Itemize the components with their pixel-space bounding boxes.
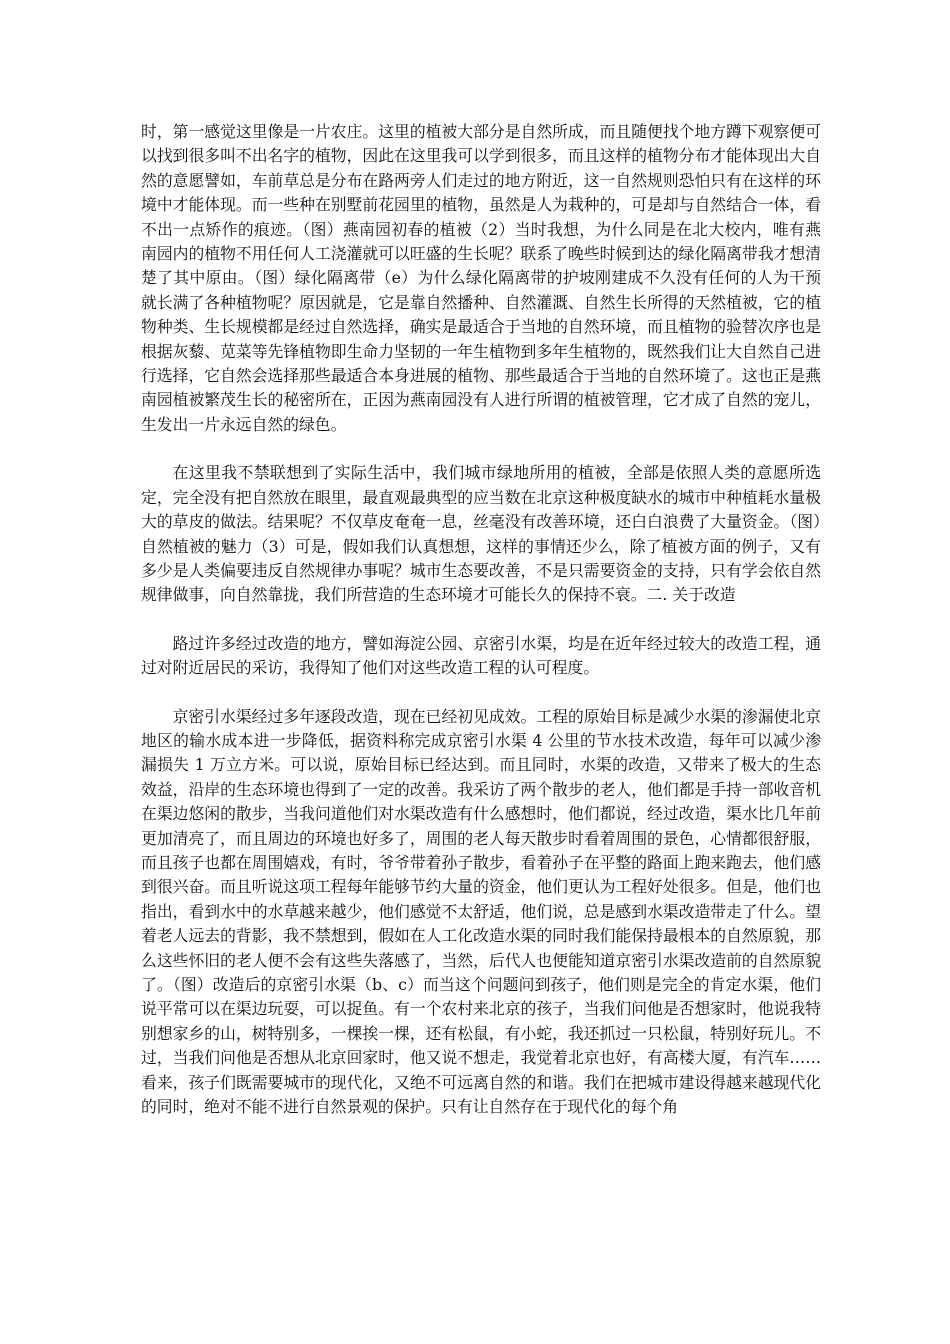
paragraph-continuation: 时，第一感觉这里像是一片农庄。这里的植被大部分是自然所成，而且随便找个地方蹲下观察便可以找到很多叫不出名字的植物，因此在这里我可以学到很多，而且这样的植物分布才能体现出大自然的意愿譬如，车前草总是分布在路两旁人们走过的地方附近，这一自然规则恐怕只有在这样的环境中才能体现。而一些种在别墅前花园里的植物，虽然是人为栽种的，可是却与自然结合一体，看不出一点矫作的痕迹。（图）燕南园初春的植被（2）当时我想，为什么同是在北大校内，唯有燕南园内的植物不用任何人工浇灌就可以旺盛的生长呢？联系了晚些时候到达的绿化隔离带我才想清楚了其中原由。（图）绿化隔离带（e）为什么绿化隔离带的护坡刚建成不久没有任何的人为干预就长满了各种植物呢？原因就是，它是靠自然播种、自然灌溉、自然生长所得的天然植被，它的植物种类、生长规模都是经过自然选择，确实是最适合于当地的自然环境，而且植物的验替次序也是根据灰藜、苋菜等先锋植物即生命力坚韧的一年生植物到多年生植物的，既然我们让大自然自己进行选择，它自然会选择那些最适合本身进展的植物、那些最适合于当地的自然环境了。这也正是燕南园植被繁茂生长的秘密所在，正因为燕南园没有人进行所谓的植被管理，它才成了自然的宠儿，生发出一片永远自然的绿色。 bbox=[141, 122, 821, 434]
document-page bbox=[141, 120, 821, 1119]
paragraph-urban-greenery: 在这里我不禁联想到了实际生活中，我们城市绿地所用的植被，全部是依照人类的意愿所选定，完全没有把自然放在眼里，最直观最典型的应当数在北京这种极度缺水的城市中种植耗水量极大的草皮的做法。结果呢？不仅草皮奄奄一息，丝毫没有改善环境，还白白浪费了大量资金。（图）自然植被的魅力（3）可是，假如我们认真想想，这样的事情还少么，除了植被方面的例子，又有多少是人类偏要违反自然规律办事呢？城市生态要改善，不是只需要资金的支持，只有学会依自然规律做事，向自然靠拢，我们所营造的生态环境才可能长久的保持不衰。二. 关于改造 bbox=[141, 463, 821, 605]
paragraph-canal-renovation: 京密引水渠经过多年逐段改造，现在已经初见成效。工程的原始目标是减少水渠的渗漏使北京地区的输水成本进一步降低，据资料称完成京密引水渠 4 公里的节水技术改造，每年可以减少渗漏损失 1 万立方米。可以说，原始目标已经达到。而且同时，水渠的改造，又带来了极大的生态效益，沿岸的生态环境也得到了一定的改善。我采访了两个散步的老人，他们都是手持一部收音机在渠边悠闲的散步，当我问道他们对水渠改造有什么感想时，他们都说，经过改造，渠水比几年前更加清亮了，而且周边的环境也好多了，周围的老人每天散步时看着周围的景色，心情都很舒服，而且孩子也都在周围嬉戏，有时，爷爷带着孙子散步，看着孙子在平整的路面上跑来跑去，他们感到很兴奋。而且听说这项工程每年能够节约大量的资金，他们更认为工程好处很多。但是，他们也指出，看到水中的水草越来越少，他们感觉不太舒适，他们说，总是感到水渠改造带走了什么。望着老人远去的背影，我不禁想到，假如在人工化改造水渠的同时我们能保持最根本的自然原貌，那么这些怀旧的老人便不会有这些失落感了，当然，后代人也便能知道京密引水渠改造前的自然原貌了。（图）改造后的京密引水渠（b、c）而当这个问题问到孩子，他们则是完全的肯定水渠，他们说平常可以在渠边玩耍，可以捉鱼。有一个农村来北京的孩子，当我们问他是否想家时，他说我特别想家乡的山，树特别多，一棵挨一棵，还有松鼠，有小蛇，我还抓过一只松鼠，特别好玩儿。不过，当我们问他是否想从北京回家时，他又说不想走，我觉着北京也好，有高楼大厦，有汽车……看来，孩子们既需要城市的现代化，又绝不可远离自然的和谐。我们在把城市建设得越来越现代化的同时，绝对不能不进行自然景观的保护。只有让自然存在于现代化的每个角 bbox=[141, 706, 821, 1117]
paragraph-renovation-intro: 路过许多经过改造的地方，譬如海淀公园、京密引水渠，均是在近年经过较大的改造工程，通过对附近居民的采访，我得知了他们对这些改造工程的认可程度。 bbox=[141, 633, 821, 678]
